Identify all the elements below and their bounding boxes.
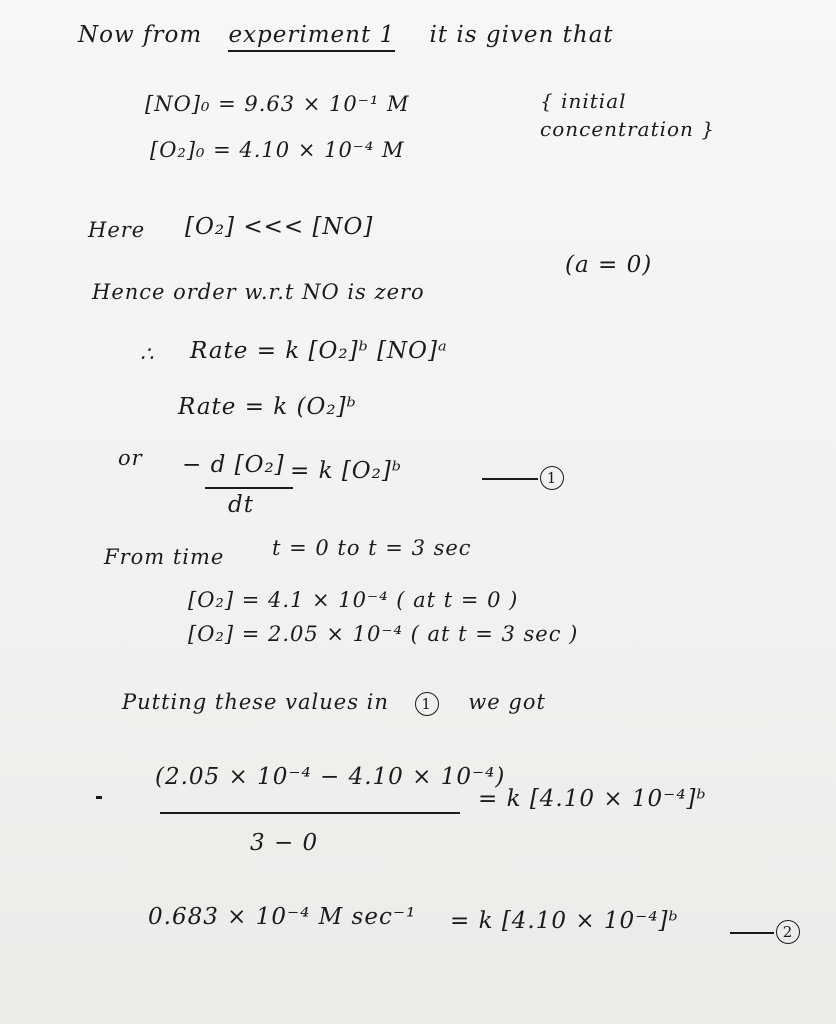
differential-numerator: − d [O₂] [182,452,285,478]
rate-law-reduced: Rate = k (O₂]ᵇ [178,394,357,420]
time-label: From time [104,545,225,569]
intro-suffix: it is given that [429,22,614,48]
time-range: t = 0 to t = 3 sec [272,536,472,560]
a-value: (a = 0) [565,252,653,278]
differential-denominator: dt [228,492,254,518]
initial-note-2: concentration } [540,117,715,141]
intro-line [78,22,614,48]
differential-rhs: = k [O₂]ᵇ [290,458,403,484]
fraction-denominator: 3 − 0 [250,830,319,856]
order-statement: Hence order w.r.t NO is zero [92,280,425,304]
fraction-rhs: = k [4.10 × 10⁻⁴]ᵇ [478,786,707,812]
putting-text: Putting these values in [122,690,389,714]
fraction-bar [160,812,460,814]
result-rhs: = k [4.10 × 10⁻⁴]ᵇ [450,908,679,934]
equation-1-marker-line [482,478,538,480]
equation-1-marker: 1 [540,464,564,490]
here-label: Here [88,218,146,242]
result-lhs: 0.683 × 10⁻⁴ M sec⁻¹ [148,904,417,930]
equation-2-marker-line [730,932,774,934]
initial-no: [NO]₀ = 9.63 × 10⁻¹ M [145,92,410,116]
putting-line [122,690,546,716]
differential-fraction-bar [205,487,293,489]
rate-law-full: Rate = k [O₂]ᵇ [NO]ᵃ [190,338,448,364]
o2-at-t0: [O₂] = 4.1 × 10⁻⁴ ( at t = 0 ) [188,588,519,612]
bullet-mark [96,796,102,799]
experiment-label: experiment 1 [228,22,395,52]
initial-note-1: { initial [540,89,627,113]
fraction-numerator: (2.05 × 10⁻⁴ − 4.10 × 10⁻⁴) [155,764,506,790]
equation-2-marker: 2 [776,918,800,944]
putting-suffix: we got [468,690,546,714]
or-label: or [118,446,143,470]
putting-marker: 1 [415,692,439,716]
comparison-relation: [O₂] <<< [NO] [185,214,374,240]
therefore-symbol: ∴ [140,342,155,366]
initial-o2: [O₂]₀ = 4.10 × 10⁻⁴ M [150,138,405,162]
intro-prefix: Now from [78,22,203,48]
o2-at-t3: [O₂] = 2.05 × 10⁻⁴ ( at t = 3 sec ) [188,622,579,646]
